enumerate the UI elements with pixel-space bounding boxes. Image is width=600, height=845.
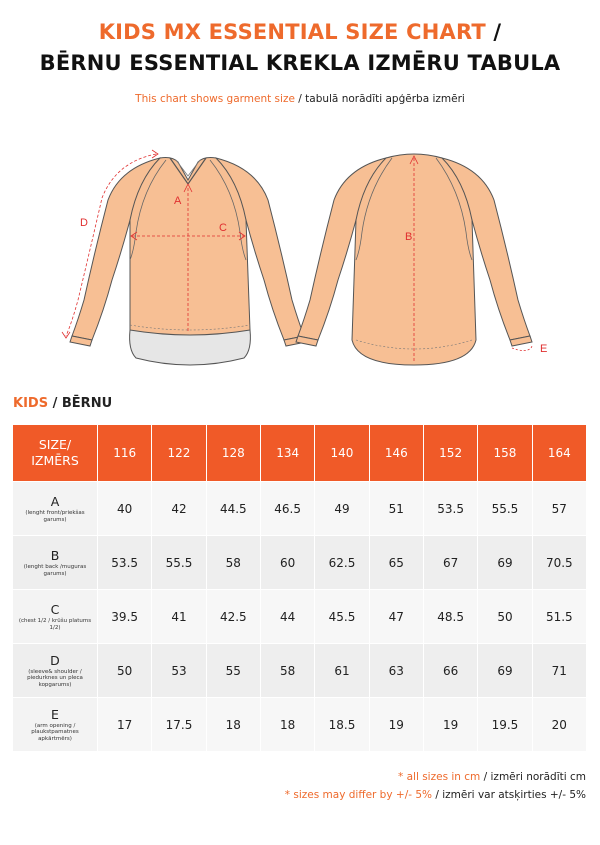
- table-cell: 18: [261, 698, 314, 751]
- section-label-en: KIDS: [13, 396, 49, 411]
- table-cell: 53.5: [98, 536, 151, 589]
- front-shirt: [62, 150, 306, 365]
- row-header-cell: [13, 536, 97, 589]
- subtitle-separator: /: [294, 93, 306, 105]
- table-cell: 70.5: [533, 536, 586, 589]
- subtitle: [0, 93, 600, 105]
- table-cell: 44.5: [207, 482, 260, 535]
- footnote-tolerance: [285, 786, 586, 804]
- footnote-units-sep: /: [480, 771, 491, 783]
- title-en-text: KIDS MX ESSENTIAL SIZE CHART: [98, 20, 486, 44]
- row-header-cell: [13, 698, 97, 751]
- table-cell: 47: [370, 590, 423, 643]
- table-cell: 57: [533, 482, 586, 535]
- table-cell: 58: [207, 536, 260, 589]
- row-measure-letter: B: [50, 548, 60, 563]
- table-cell: 20: [533, 698, 586, 751]
- table-cell: 19: [424, 698, 477, 751]
- row-measure-description: (chest 1/2 / krūšu platums 1/2): [18, 618, 92, 631]
- row-measure-description: (lenght front/priekšas garums): [25, 510, 85, 523]
- size-column-header: 134: [261, 425, 314, 481]
- section-label: [13, 396, 112, 411]
- table-cell: 55.5: [478, 482, 531, 535]
- table-row: [13, 698, 586, 751]
- row-header-cell: [13, 482, 97, 535]
- table-cell: 53: [152, 644, 205, 697]
- table-cell: 51.5: [533, 590, 586, 643]
- footnotes: [285, 768, 586, 804]
- size-column-header: 158: [478, 425, 531, 481]
- label-c: C: [219, 222, 227, 234]
- table-cell: 19.5: [478, 698, 531, 751]
- row-measure-letter: C: [50, 602, 60, 617]
- label-d: D: [80, 217, 88, 229]
- size-header-row: [13, 425, 586, 481]
- table-cell: 71: [533, 644, 586, 697]
- footnote-units-lv: izmēri norādīti cm: [490, 771, 586, 783]
- table-cell: 55.5: [152, 536, 205, 589]
- row-measure-letter: A: [50, 494, 60, 509]
- subtitle-en: This chart shows garment size: [135, 93, 295, 105]
- size-header-line1: SIZE/: [38, 437, 72, 452]
- footnote-units: [285, 768, 586, 786]
- footnote-tolerance-lv: izmēri var atsķirties +/- 5%: [442, 789, 586, 801]
- table-cell: 39.5: [98, 590, 151, 643]
- row-measure-description: (lenght back /muguras garums): [23, 564, 87, 577]
- label-a: A: [174, 195, 182, 207]
- table-cell: 42: [152, 482, 205, 535]
- table-cell: 45.5: [315, 590, 368, 643]
- row-measure-letter: E: [51, 706, 59, 722]
- table-cell: 67: [424, 536, 477, 589]
- label-b: B: [405, 231, 413, 243]
- size-column-header: 164: [533, 425, 586, 481]
- size-header-cell: [13, 425, 97, 481]
- footnote-tolerance-en: * sizes may differ by +/- 5%: [284, 789, 433, 801]
- table-cell: 63: [370, 644, 423, 697]
- row-header-cell: [13, 590, 97, 643]
- subtitle-lv: tabulā norādīti apģērba izmēri: [305, 93, 465, 105]
- row-header-cell: [13, 644, 97, 697]
- table-cell: 18.5: [315, 698, 368, 751]
- section-label-sep: /: [48, 396, 62, 411]
- table-cell: 19: [370, 698, 423, 751]
- table-cell: 42.5: [207, 590, 260, 643]
- table-cell: 40: [98, 482, 151, 535]
- table-cell: 49: [315, 482, 368, 535]
- size-column-header: 122: [152, 425, 205, 481]
- table-row: [13, 536, 586, 589]
- row-measure-description: (sleeve& shoulder / piedurknes un pleca kopgarums): [27, 668, 83, 688]
- footnote-tolerance-sep: /: [432, 789, 443, 801]
- title-english: [0, 20, 600, 44]
- size-column-header: 146: [370, 425, 423, 481]
- table-cell: 46.5: [261, 482, 314, 535]
- table-cell: 69: [478, 644, 531, 697]
- row-measure-description: (arm opening / plaukstpamatnes apkārtmērs): [31, 722, 79, 742]
- label-e: E: [540, 343, 548, 355]
- table-cell: 61: [315, 644, 368, 697]
- size-column-header: 140: [315, 425, 368, 481]
- table-cell: 18: [207, 698, 260, 751]
- table-cell: 41: [152, 590, 205, 643]
- row-measure-letter: D: [50, 652, 60, 668]
- table-cell: 48.5: [424, 590, 477, 643]
- size-table: [12, 424, 587, 752]
- table-cell: 51: [370, 482, 423, 535]
- table-cell: 17: [98, 698, 151, 751]
- table-cell: 60: [261, 536, 314, 589]
- table-cell: 66: [424, 644, 477, 697]
- shirt-diagram: [0, 140, 600, 385]
- table-row: [13, 644, 586, 697]
- footnote-units-en: * all sizes in cm: [398, 771, 481, 783]
- section-label-lv: BĒRNU: [61, 396, 113, 411]
- size-column-header: 152: [424, 425, 477, 481]
- table-cell: 58: [261, 644, 314, 697]
- table-cell: 62.5: [315, 536, 368, 589]
- measure-e-line: [512, 346, 532, 351]
- back-shirt: [296, 154, 547, 365]
- table-cell: 55: [207, 644, 260, 697]
- table-row: [13, 482, 586, 535]
- size-header-line2: IZMĒRS: [31, 453, 79, 468]
- size-column-header: 116: [98, 425, 151, 481]
- table-cell: 44: [261, 590, 314, 643]
- size-column-header: 128: [207, 425, 260, 481]
- title-separator: /: [485, 20, 502, 44]
- table-cell: 65: [370, 536, 423, 589]
- table-cell: 17.5: [152, 698, 205, 751]
- front-body: [130, 158, 250, 336]
- table-row: [13, 590, 586, 643]
- table-cell: 69: [478, 536, 531, 589]
- title-latvian: BĒRNU ESSENTIAL KREKLA IZMĒRU TABULA: [39, 51, 561, 75]
- table-cell: 53.5: [424, 482, 477, 535]
- table-cell: 50: [478, 590, 531, 643]
- table-cell: 50: [98, 644, 151, 697]
